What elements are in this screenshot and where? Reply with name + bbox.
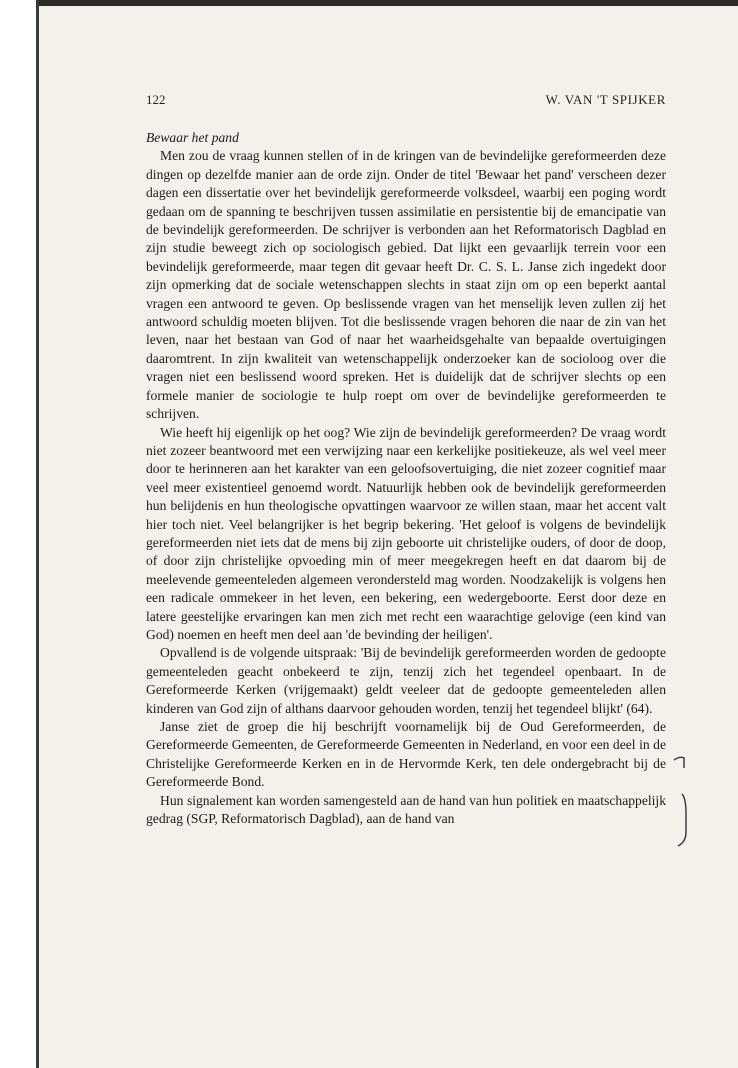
paragraph: Janse ziet de groep die hij beschrijft voornamelijk bij de Oud Gereformeerden, de Gereformeerde Gemeenten, de Gereformeerde Gemeenten in Nederland, en voor een deel in de Christelijke Gereformeerde Kerken en in de Hervormde Kerk, ten dele ondergebracht bij de Gereformeerde Bond. xyxy=(146,719,666,790)
section-title: Bewaar het pand xyxy=(146,130,239,145)
paragraph: Hun signalement kan worden samengesteld aan de hand van hun politiek en maatschappelijk gedrag (SGP, Reformatorisch Dagblad), aan de hand van xyxy=(146,792,666,827)
paragraph: Men zou de vraag kunnen stellen of in de kringen van de bevindelijke gereformeerden deze dingen op dezelfde manier aan de orde zijn. Onder de titel 'Bewaar het pand' verscheen dezer dagen een dissertatie over het bevindelijk gereformeerde volksdeel, waarbij een poging wordt gedaan om de spanning te beschrijven tussen assimilatie en persistentie bij de emancipatie van de bevindelijk gereformeerden. De schrijver is verbonden aan het Reformatorisch Dagblad en zijn studie beweegt zich op sociologisch gebied. Dat lijkt een gevaarlijk terrein voor een bevindelijk gereformeerde, maar tegen dit gevaar heeft Dr. C. S. L. Janse zich ingedekt door zijn opmerking dat de sociale wetenschappen slechts in staat zijn om op een beperkt aantal vragen een antwoord te geven. Op beslissende vragen van het menselijk leven zullen zij het antwoord schuldig moeten blijven. Tot die beslissende vragen behoren die naar de zin van het leven, naar het bestaan van God of naar het waarheidsgehalte van bepaalde overtuigingen daaromtrent. In zijn kwaliteit van wetenschappelijk onderzoeker kan de socioloog over die vragen niet een beslissend woord spreken. Het is duidelijk dat de schrijver slechts op een formele manier de sociologie te hulp roept om over de bevindelijke gereformeerden te schrijven. xyxy=(146,148,666,422)
body-text xyxy=(146,129,666,828)
running-header xyxy=(146,92,666,110)
paragraph: Wie heeft hij eigenlijk op het oog? Wie zijn de bevindelijk gereformeerden? De vraag wordt niet zozeer beantwoord met een verwijzing naar een kerkelijke positiekeuze, als wel veel meer door te herinneren aan het karakter van een geloofsovertuiging, die niet zozeer cognitief maar veel meer existentieel genoemd wordt. Natuurlijk hebben ook de bevindelijk gereformeerden hun belijdenis en hun theologische opvattingen waarvoor ze willen staan, maar het accent valt hier toch niet. Veel belangrijker is het begrip bekering. 'Het geloof is volgens de bevindelijk gereformeerden niet iets dat de mens bij zijn geboorte uit christelijke ouders, of door de doop, of door zijn christelijke opvoeding min of meer meegekregen heeft en dat daarom bij de meelevende gemeenteleden algemeen verondersteld mag worden. Noodzakelijk is volgens hen een radicale ommekeer in het leven, een bekering, een wedergeboorte. Eerst door deze en latere geestelijke ervaringen kan men zich met recht een waarachtige gelovige (een kind van God) noemen en heeft men deel aan 'de bevinding der heiligen'. xyxy=(146,424,666,642)
handwritten-bracket-mark xyxy=(672,754,692,850)
running-title: W. VAN 'T SPIJKER xyxy=(545,92,666,107)
page-number: 122 xyxy=(146,92,166,107)
paragraph: Opvallend is de volgende uitspraak: 'Bij de bevindelijk gereformeerden worden de gedoopte gemeenteleden geacht onbekeerd te zijn, tenzij zich het tegendeel openbaart. In de Gereformeerde Kerken (vrijgemaakt) geldt veeleer dat de gedoopte gemeenteleden allen kinderen van God zijn of althans daarvoor gehouden worden, tenzij het tegendeel blijkt' (64). xyxy=(146,645,666,716)
